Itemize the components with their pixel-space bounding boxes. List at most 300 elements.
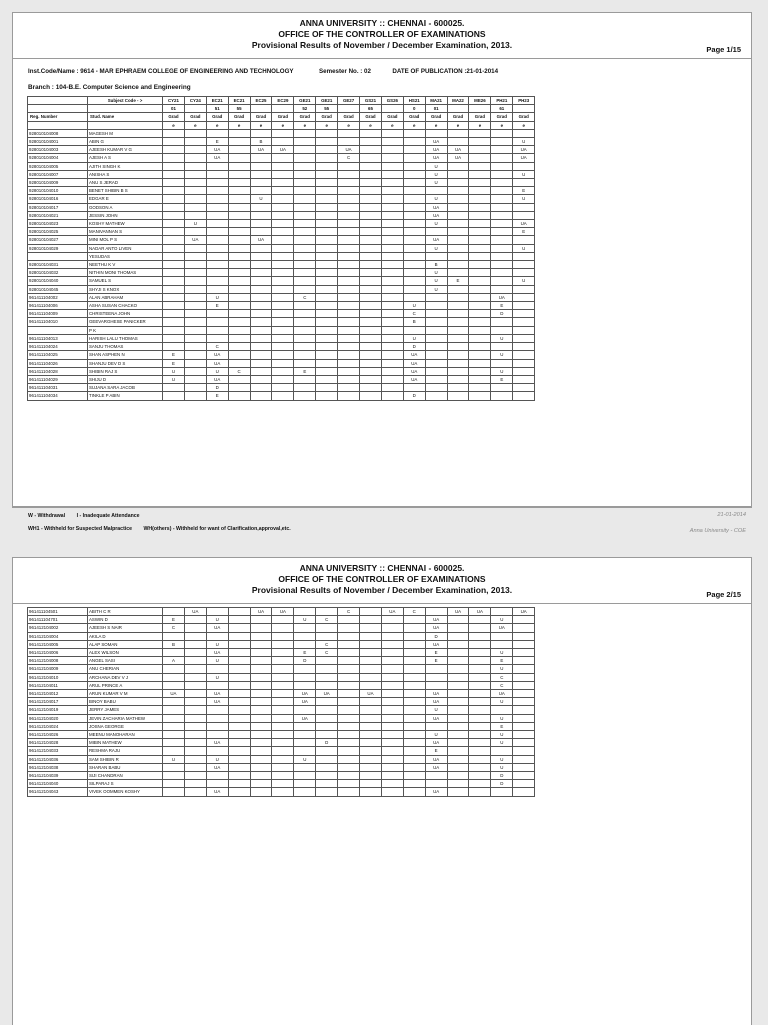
grade-cell [360, 681, 382, 689]
grade-cell [403, 755, 425, 763]
grade-cell [447, 640, 469, 648]
grade-cell [206, 277, 228, 285]
grade-cell [469, 228, 491, 236]
grade-cell [403, 244, 425, 252]
table-row [28, 146, 535, 154]
grade-cell [447, 706, 469, 714]
reg-number: 928010104008 [28, 129, 88, 137]
grade-cell [403, 261, 425, 269]
grade-cell [228, 179, 250, 187]
grade-cell [360, 632, 382, 640]
grade-cell [513, 747, 535, 755]
table-row [28, 359, 535, 367]
grade-cell [491, 162, 513, 170]
grade-cell [163, 343, 185, 351]
grade-cell [447, 788, 469, 796]
grade-cell: UA [272, 608, 294, 616]
grade-cell: D [403, 392, 425, 400]
subject-code: GE21 [294, 97, 316, 105]
subject-code: GE21 [316, 97, 338, 105]
grade-cell [163, 211, 185, 219]
grade-cell [491, 179, 513, 187]
grade-cell [272, 780, 294, 788]
grade-cell [403, 154, 425, 162]
grade-cell [272, 285, 294, 293]
reg-number: 961411104701 [28, 616, 88, 624]
grade-cell [272, 277, 294, 285]
legend-line-1 [28, 513, 140, 519]
grade-cell: UA [294, 714, 316, 722]
grade-cell: E [491, 657, 513, 665]
grade-cell: U [513, 138, 535, 146]
grade-cell [403, 220, 425, 228]
grade-cell [294, 146, 316, 154]
grade-cell [316, 129, 338, 137]
student-name: KOSHY MATHEW [88, 220, 163, 228]
grade-cell [272, 220, 294, 228]
grade-cell [425, 673, 447, 681]
grade-cell [381, 220, 403, 228]
grade-cell [250, 277, 272, 285]
grade-header: Grad [294, 113, 316, 121]
student-name: ANU CHERIAN [88, 665, 163, 673]
grade-cell [184, 384, 206, 392]
grade-cell [381, 698, 403, 706]
grade-cell [163, 285, 185, 293]
grade-cell [425, 681, 447, 689]
grade-cell [513, 665, 535, 673]
reg-number: 961412104040 [28, 780, 88, 788]
grade-cell [425, 326, 447, 334]
grade-cell [469, 154, 491, 162]
grade-cell: UA [447, 154, 469, 162]
grade-cell [469, 714, 491, 722]
grade-cell [250, 763, 272, 771]
table-row [28, 187, 535, 195]
grade-cell [360, 269, 382, 277]
grade-cell [228, 616, 250, 624]
grade-cell [338, 624, 360, 632]
grade-cell [228, 714, 250, 722]
grade-cell [184, 285, 206, 293]
grade-cell [469, 772, 491, 780]
grade-cell [316, 269, 338, 277]
reg-number: 928010104021 [28, 211, 88, 219]
grade-cell: UA [206, 690, 228, 698]
grade-cell [206, 129, 228, 137]
grade-cell [316, 146, 338, 154]
grade-cell [250, 310, 272, 318]
grade-cell [163, 220, 185, 228]
grade-cell [250, 657, 272, 665]
grade-cell: UA [206, 351, 228, 359]
student-name: ASWIN D [88, 616, 163, 624]
grade-cell [360, 236, 382, 244]
grade-cell [294, 392, 316, 400]
grade-cell [403, 162, 425, 170]
grade-cell [184, 739, 206, 747]
grade-cell [206, 203, 228, 211]
grade-cell: UA [206, 154, 228, 162]
grade-cell [403, 616, 425, 624]
grade-cell: UA [272, 146, 294, 154]
divider [13, 603, 751, 604]
grade-cell [184, 244, 206, 252]
grade-cell [184, 211, 206, 219]
reg-number: 928010104027 [28, 236, 88, 244]
legend-malpractice: WH1 - Withheld for Suspected Malpractice [28, 526, 133, 532]
grade-cell [469, 384, 491, 392]
grade-cell [381, 673, 403, 681]
grade-cell [316, 211, 338, 219]
grade-cell: D [294, 657, 316, 665]
grade-cell [228, 228, 250, 236]
grade-cell: E [163, 359, 185, 367]
reg-number: 961411104002 [28, 293, 88, 301]
table-row [28, 162, 535, 170]
grade-cell [469, 129, 491, 137]
grade-cell: U [163, 367, 185, 375]
grade-cell [250, 179, 272, 187]
grade-cell [316, 351, 338, 359]
grade-cell [206, 632, 228, 640]
student-name: AJESH A S [88, 154, 163, 162]
grade-cell [184, 640, 206, 648]
grade-cell: UA [381, 608, 403, 616]
grade-cell: E [425, 747, 447, 755]
table-row [28, 179, 535, 187]
grade-cell: UA [447, 146, 469, 154]
subject-code-suffix-row [28, 105, 535, 113]
grade-cell [316, 334, 338, 342]
grade-cell [163, 195, 185, 203]
grade-cell [163, 649, 185, 657]
student-name: SILPARAJ S [88, 780, 163, 788]
grade-cell: U [163, 755, 185, 763]
subject-code-suffix [184, 105, 206, 113]
grade-cell [184, 277, 206, 285]
grade-cell: UA [491, 624, 513, 632]
table-row [28, 755, 535, 763]
grade-cell [163, 179, 185, 187]
student-name: GODSON A [88, 203, 163, 211]
table-row [28, 632, 535, 640]
grade-header-suffix: e [381, 121, 403, 129]
grade-cell [294, 220, 316, 228]
grade-cell [425, 608, 447, 616]
grade-cell: D [403, 343, 425, 351]
grade-cell [206, 318, 228, 326]
grade-cell: U [491, 367, 513, 375]
grade-cell [381, 690, 403, 698]
grade-cell [513, 343, 535, 351]
subject-code: EC29 [272, 97, 294, 105]
grade-cell [184, 698, 206, 706]
grade-cell [491, 285, 513, 293]
grade-cell [250, 228, 272, 236]
grade-cell [513, 129, 535, 137]
grade-cell [163, 608, 185, 616]
grade-cell [184, 714, 206, 722]
subject-code: MA21 [425, 97, 447, 105]
reg-number: 961412104028 [28, 739, 88, 747]
header-blank [28, 121, 88, 129]
grade-cell [338, 138, 360, 146]
grade-cell [206, 310, 228, 318]
grade-cell [163, 698, 185, 706]
grade-cell: U [491, 665, 513, 673]
grade-cell [206, 326, 228, 334]
grade-cell: UA [250, 236, 272, 244]
student-name: ASHA SUSAN CHACKO [88, 302, 163, 310]
grade-header-suffix: e [250, 121, 272, 129]
grade-header-suffix: e [360, 121, 382, 129]
grade-cell [294, 162, 316, 170]
grade-cell [163, 780, 185, 788]
grade-header: Grad [491, 113, 513, 121]
reg-number: 961412104033 [28, 747, 88, 755]
grade-cell [469, 138, 491, 146]
grade-cell: UA [403, 375, 425, 383]
grade-cell [228, 343, 250, 351]
grade-cell [360, 731, 382, 739]
grade-cell: E [206, 392, 228, 400]
grade-cell [491, 203, 513, 211]
grade-cell [294, 706, 316, 714]
grade-cell [381, 731, 403, 739]
grade-cell [206, 722, 228, 730]
grade-cell [403, 252, 425, 260]
grade-cell: UA [206, 739, 228, 747]
grade-cell [447, 195, 469, 203]
grade-cell [469, 665, 491, 673]
grade-cell [469, 788, 491, 796]
grade-cell [250, 739, 272, 747]
reg-number-header: Reg. Number [28, 113, 88, 121]
grade-cell [184, 657, 206, 665]
grade-cell [316, 359, 338, 367]
office-title: OFFICE OF THE CONTROLLER OF EXAMINATIONS [278, 574, 486, 584]
grade-cell: UA [250, 146, 272, 154]
grade-cell: U [206, 657, 228, 665]
grade-cell: E [447, 277, 469, 285]
grade-cell [513, 616, 535, 624]
grade-cell [163, 138, 185, 146]
student-name: ABITH C R [88, 608, 163, 616]
grade-cell [163, 772, 185, 780]
student-name: BENET SHIBIN B S [88, 187, 163, 195]
table-row [28, 211, 535, 219]
legend-withdrawal: W - Withdrawal [28, 513, 66, 519]
grade-cell [316, 763, 338, 771]
grade-cell [447, 722, 469, 730]
grade-cell: U [184, 220, 206, 228]
grade-cell: U [491, 763, 513, 771]
grade-cell [272, 187, 294, 195]
branch-line: Branch : 104-B.E. Computer Science and Engineering [28, 84, 191, 91]
grade-cell [250, 698, 272, 706]
grade-cell [206, 220, 228, 228]
grade-cell [469, 220, 491, 228]
grade-cell [360, 788, 382, 796]
student-name: VIVEK OOMMEN KOSHY [88, 788, 163, 796]
grade-cell: UA [206, 624, 228, 632]
grade-cell [360, 211, 382, 219]
subject-code: EC21 [206, 97, 228, 105]
grade-cell [403, 690, 425, 698]
grade-cell [360, 195, 382, 203]
grade-cell [228, 384, 250, 392]
stamp-org: Anna University - COE [689, 528, 746, 534]
grade-cell [360, 763, 382, 771]
grade-cell [513, 722, 535, 730]
grade-cell [447, 665, 469, 673]
university-title: ANNA UNIVERSITY :: CHENNAI - 600025. [299, 18, 465, 28]
table-row [28, 788, 535, 796]
grade-cell [381, 351, 403, 359]
grade-cell [163, 244, 185, 252]
grade-cell [381, 269, 403, 277]
grade-cell [184, 763, 206, 771]
page-number: Page 1/15 [706, 45, 741, 54]
grade-cell [163, 384, 185, 392]
grade-cell [513, 690, 535, 698]
grade-cell: E [206, 138, 228, 146]
grade-cell [272, 392, 294, 400]
grade-cell [272, 293, 294, 301]
grade-cell [513, 326, 535, 334]
grade-cell [184, 681, 206, 689]
grade-cell [338, 384, 360, 392]
grade-cell [360, 624, 382, 632]
grade-cell [403, 731, 425, 739]
grade-cell [403, 665, 425, 673]
grade-cell: UA [425, 203, 447, 211]
grade-cell [206, 162, 228, 170]
grade-cell [513, 788, 535, 796]
grade-cell [403, 780, 425, 788]
grade-cell [184, 170, 206, 178]
grade-cell [316, 632, 338, 640]
grade-cell [491, 318, 513, 326]
grade-cell [250, 665, 272, 673]
grade-cell: UA [425, 146, 447, 154]
grade-cell [250, 649, 272, 657]
table-row [28, 367, 535, 375]
grade-cell [425, 310, 447, 318]
grade-cell [338, 343, 360, 351]
grade-cell [294, 269, 316, 277]
table-row [28, 269, 535, 277]
reg-number: 961412104005 [28, 640, 88, 648]
grade-cell [228, 154, 250, 162]
subject-code: EC21 [228, 97, 250, 105]
grade-cell [360, 367, 382, 375]
subject-code: HS21 [403, 97, 425, 105]
grade-cell: E [425, 649, 447, 657]
grade-cell [272, 211, 294, 219]
grade-cell [360, 277, 382, 285]
grade-cell [272, 632, 294, 640]
grade-cell [403, 285, 425, 293]
grade-cell [294, 359, 316, 367]
grade-cell [381, 211, 403, 219]
table-row [28, 170, 535, 178]
grade-cell [316, 261, 338, 269]
grade-cell [228, 780, 250, 788]
grade-cell: UA [491, 293, 513, 301]
grade-cell [381, 624, 403, 632]
grade-cell: U [206, 367, 228, 375]
grade-cell [469, 269, 491, 277]
grade-cell [163, 788, 185, 796]
grade-cell [163, 228, 185, 236]
student-name: ARUN KUMAR V M [88, 690, 163, 698]
grade-cell: UA [403, 359, 425, 367]
student-name: JEVIN ZACHARIA MATHEW [88, 714, 163, 722]
grade-cell [447, 269, 469, 277]
table-row [28, 138, 535, 146]
grade-cell [250, 616, 272, 624]
grade-cell [316, 747, 338, 755]
grade-cell [381, 772, 403, 780]
student-name: TINKLE P ABIN [88, 392, 163, 400]
grade-cell [360, 649, 382, 657]
grade-cell [184, 673, 206, 681]
grade-cell [338, 326, 360, 334]
grade-cell [381, 649, 403, 657]
subject-code: GS26 [381, 97, 403, 105]
grade-cell [294, 343, 316, 351]
table-row [28, 154, 535, 162]
student-name: ARUL PRINCE A [88, 681, 163, 689]
student-name: SUJANA SARA JACOB [88, 384, 163, 392]
student-name: SHARAN BABU [88, 763, 163, 771]
grade-cell [338, 351, 360, 359]
subject-code: MA22 [447, 97, 469, 105]
grade-cell [469, 747, 491, 755]
grade-cell [184, 359, 206, 367]
grade-cell [316, 302, 338, 310]
grade-cell [360, 375, 382, 383]
grade-cell [250, 640, 272, 648]
header-blank [28, 105, 88, 113]
grade-cell [272, 681, 294, 689]
grade-cell [338, 780, 360, 788]
grade-cell [184, 392, 206, 400]
grade-cell [338, 129, 360, 137]
grade-cell [447, 228, 469, 236]
grade-cell [447, 384, 469, 392]
grade-cell [360, 698, 382, 706]
grade-cell [447, 731, 469, 739]
grade-cell [228, 129, 250, 137]
grade-cell [469, 343, 491, 351]
grade-cell [513, 739, 535, 747]
grade-cell [272, 138, 294, 146]
grade-cell [338, 788, 360, 796]
grade-cell [381, 392, 403, 400]
grade-cell [228, 640, 250, 648]
student-name: SAMUEL S [88, 277, 163, 285]
grade-cell [184, 138, 206, 146]
grade-cell [272, 252, 294, 260]
table-row [28, 772, 535, 780]
grade-cell [360, 261, 382, 269]
reg-number: 928010104023 [28, 220, 88, 228]
grade-cell [250, 129, 272, 137]
grade-cell [294, 138, 316, 146]
